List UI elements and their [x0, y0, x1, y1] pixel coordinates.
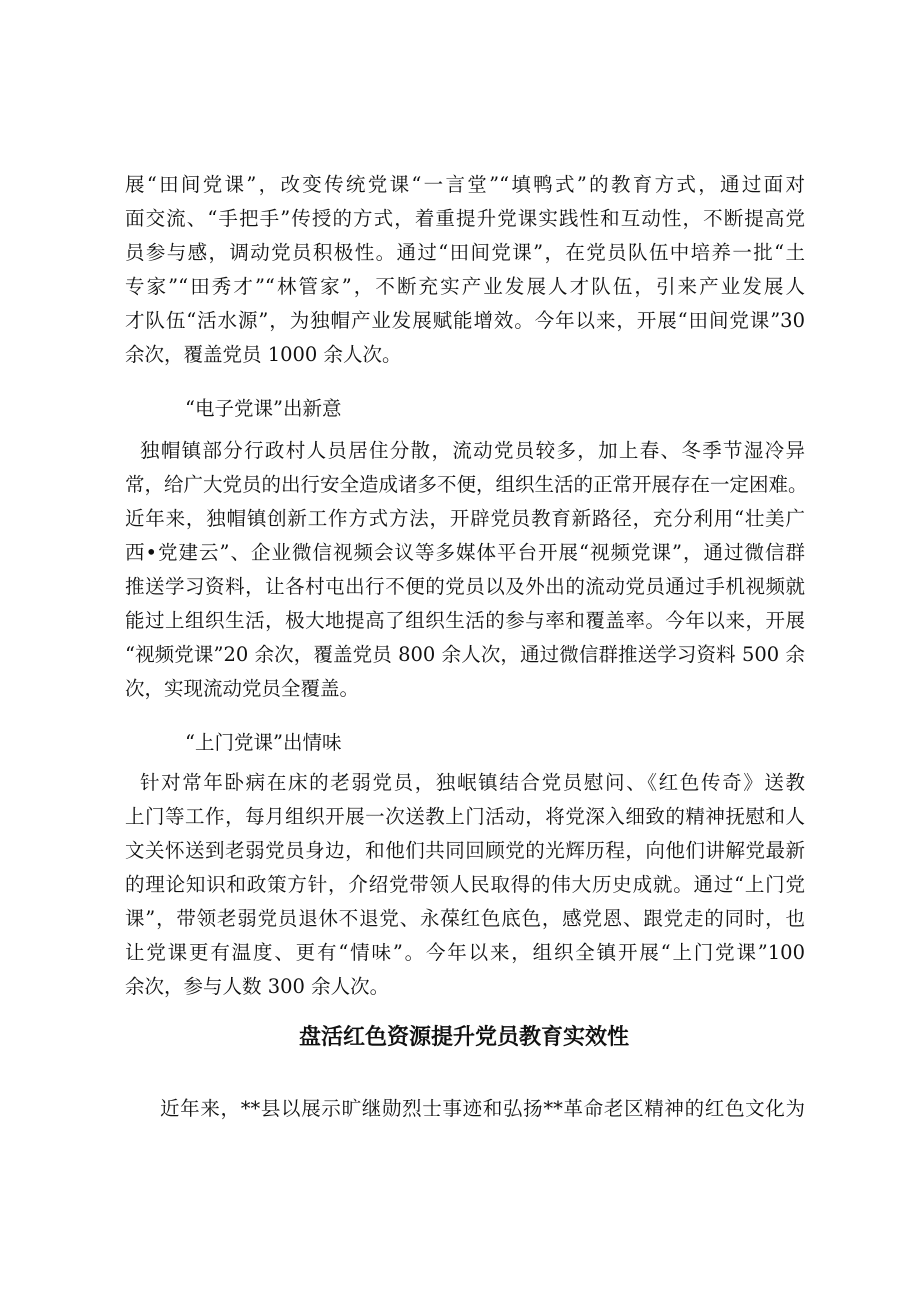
section-heading: 盘活红色资源提升党员教育实效性	[298, 1025, 629, 1050]
paragraph-line: 次，实现流动党员全覆盖。	[125, 677, 360, 700]
paragraph-line: 能过上组织生活，极大地提高了组织生活的参与率和覆盖率。今年以来，开展	[125, 609, 805, 632]
paragraph-line: 余次，参与人数 300 余人次。	[125, 975, 390, 998]
paragraph-line: 推送学习资料，让各村屯出行不便的党员以及外出的流动党员通过手机视频就	[125, 575, 805, 598]
paragraph-line: 课”，带领老弱党员退休不退党、永葆红色底色，感党恩、跟党走的同时，也	[125, 907, 805, 930]
paragraph-line: 的理论知识和政策方针，介绍党带领人民取得的伟大历史成就。通过“上门党	[125, 873, 805, 896]
paragraph-line: 才队伍“活水源”，为独帽产业发展赋能增效。今年以来，开展“田间党课”30	[125, 309, 805, 332]
paragraph-line: 文关怀送到老弱党员身边，和他们共同回顾党的光辉历程，向他们讲解党最新	[125, 839, 805, 862]
paragraph-line: 展“田间党课”，改变传统党课“一言堂”“填鸭式”的教育方式，通过面对	[125, 173, 805, 196]
paragraph-line: 近年来，**县以展示旷继勋烈士事迹和弘扬**革命老区精神的红色文化为	[160, 1097, 805, 1120]
paragraph-line: 余次，覆盖党员 1000 余人次。	[125, 343, 402, 366]
paragraph-line: 西•党建云”、企业微信视频会议等多媒体平台开展“视频党课”，通过微信群	[125, 541, 805, 564]
paragraph-line: “视频党课”20 余次，覆盖党员 800 余人次，通过微信群推送学习资料 500 余	[125, 643, 805, 666]
paragraph-line: 员参与感，调动党员积极性。通过“田间党课”，在党员队伍中培养一批“土	[125, 241, 805, 264]
paragraph-line: 面交流、“手把手”传授的方式，着重提升党课实践性和互动性，不断提高党	[125, 207, 805, 230]
paragraph-line: 专家”“田秀才”“林管家”，不断充实产业发展人才队伍，引来产业发展人	[125, 275, 805, 298]
paragraph-line: 常，给广大党员的出行安全造成诸多不便，组织生活的正常开展存在一定困难。	[125, 473, 808, 496]
paragraph-line: 近年来，独帽镇创新工作方式方法，开辟党员教育新路径，充分利用“壮美广	[125, 507, 805, 530]
paragraph-line: 让党课更有温度、更有“情味”。今年以来，组织全镇开展“上门党课”100	[125, 941, 805, 964]
subheading-home-visit-class: “上门党课”出情味	[185, 731, 342, 754]
paragraph-line: 针对常年卧病在床的老弱党员，独岷镇结合党员慰问、《红色传奇》送教	[140, 771, 805, 794]
paragraph-line: 上门等工作，每月组织开展一次送教上门活动，将党深入细致的精神抚慰和人	[125, 805, 805, 828]
subheading-electronic-class: “电子党课”出新意	[185, 397, 342, 420]
paragraph-line: 独帽镇部分行政村人员居住分散，流动党员较多，加上春、冬季节湿冷异	[140, 439, 805, 462]
